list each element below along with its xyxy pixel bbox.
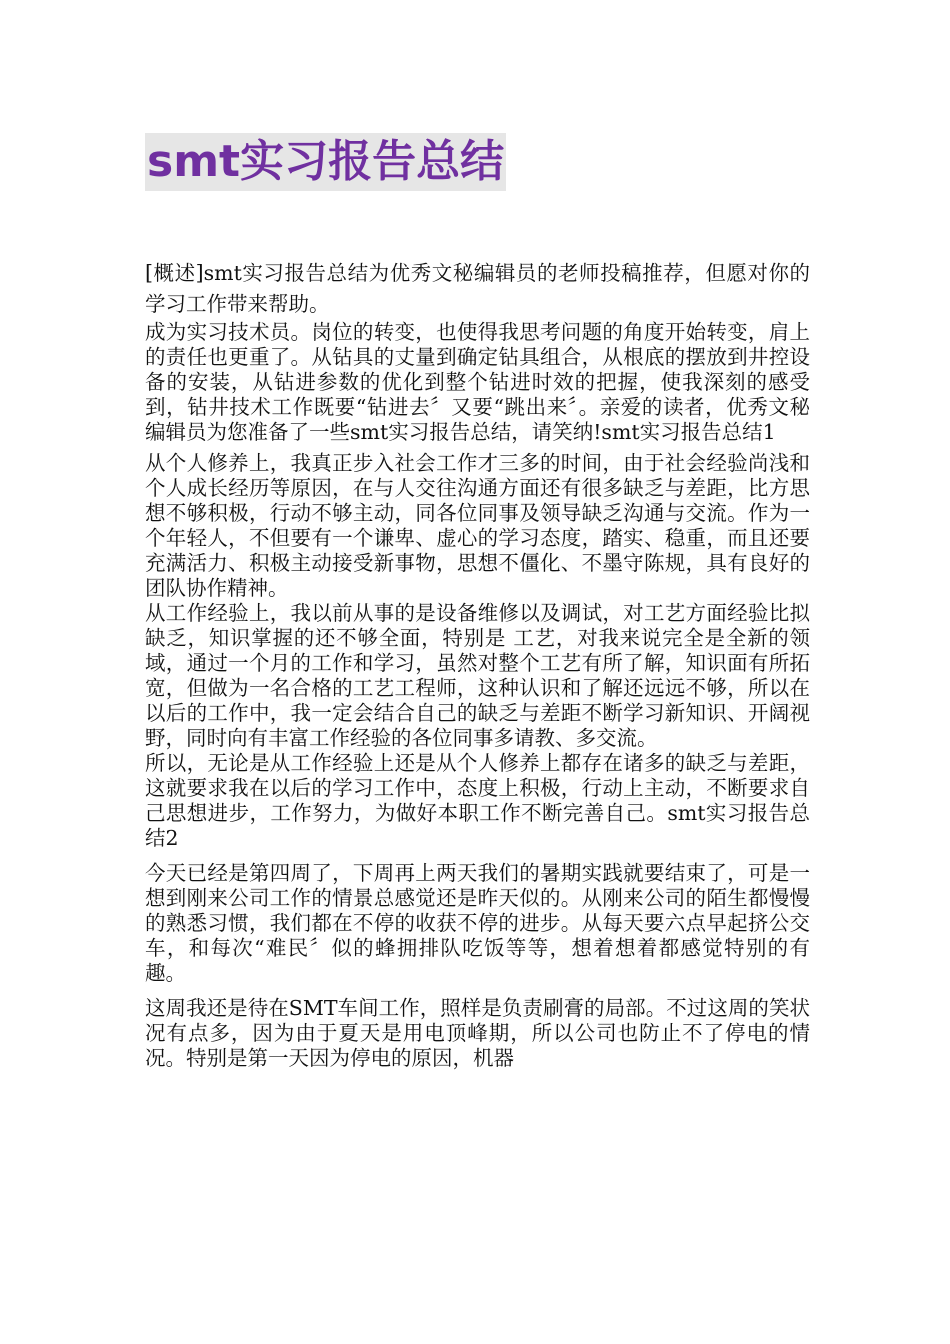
paragraph: 这周我还是待在SMT车间工作，照样是负责刷膏的局部。不过这周的笑状况有点多，因为由于夏天是用电顶峰期，所以公司也防止不了停电的情况。特别是第一天因为停电的原因，机器 (145, 996, 810, 1070)
paragraph: 今天已经是第四周了，下周再上两天我们的暑期实践就要结束了，可是一想到刚来公司工作的情景总感觉还是昨天似的。从刚来公司的陌生都慢慢的熟悉习惯，我们都在不停的收获不停的进步。从每天要六点早起挤公交车，和每次“难民〞似的蜂拥排队吃饭等等，想着想着都感觉特别的有趣。 (145, 861, 810, 985)
document-title: smt实习报告总结 (145, 133, 506, 191)
paragraph: 所以，无论是从工作经验上还是从个人修养上都存在诸多的缺乏与差距，这就要求我在以后的学习工作中，态度上积极，行动上主动，不断要求自己思想进步，工作努力，为做好本职工作不断完善自己。smt实习报告总结2 (145, 751, 810, 850)
paragraph: 从个人修养上，我真正步入社会工作才三多的时间，由于社会经验尚浅和个人成长经历等原因，在与人交往沟通方面还有很多缺乏与差距，比方思想不够积极，行动不够主动，同各位同事及领导缺乏沟通与交流。作为一个年轻人，不但要有一个谦卑、虚心的学习态度，踏实、稳重，而且还要充满活力、积极主动接受新事物，思想不僵化、不墨守陈规，具有良好的团队协作精神。 (145, 451, 810, 600)
document-body (145, 258, 810, 1071)
paragraph: 成为实习技术员。岗位的转变，也使得我思考问题的角度开始转变，肩上的责任也更重了。从钻具的丈量到确定钻具组合，从根底的摆放到井控设备的安装，从钻进参数的优化到整个钻进时效的把握，使我深刻的感受到，钻井技术工作既要“钻进去〞又要“跳出来〞。亲爱的读者，优秀文秘编辑员为您准备了一些smt实习报告总结，请笑纳!smt实习报告总结1 (145, 320, 810, 444)
paragraph: 从工作经验上，我以前从事的是设备维修以及调试，对工艺方面经验比拟缺乏，知识掌握的还不够全面，特别是 工艺，对我来说完全是全新的领域，通过一个月的工作和学习，虽然对整个工艺有所了解，知识面有所拓宽，但做为一名合格的工艺工程师，这种认识和了解还远远不够，所以在以后的工作中，我一定会结合自己的缺乏与差距不断学习新知识、开阔视野，同时向有丰富工作经验的各位同事多请教、多交流。 (145, 601, 810, 750)
paragraph-summary: [概述]smt实习报告总结为优秀文秘编辑员的老师投稿推荐，但愿对你的学习工作带来帮助。 (145, 261, 810, 316)
